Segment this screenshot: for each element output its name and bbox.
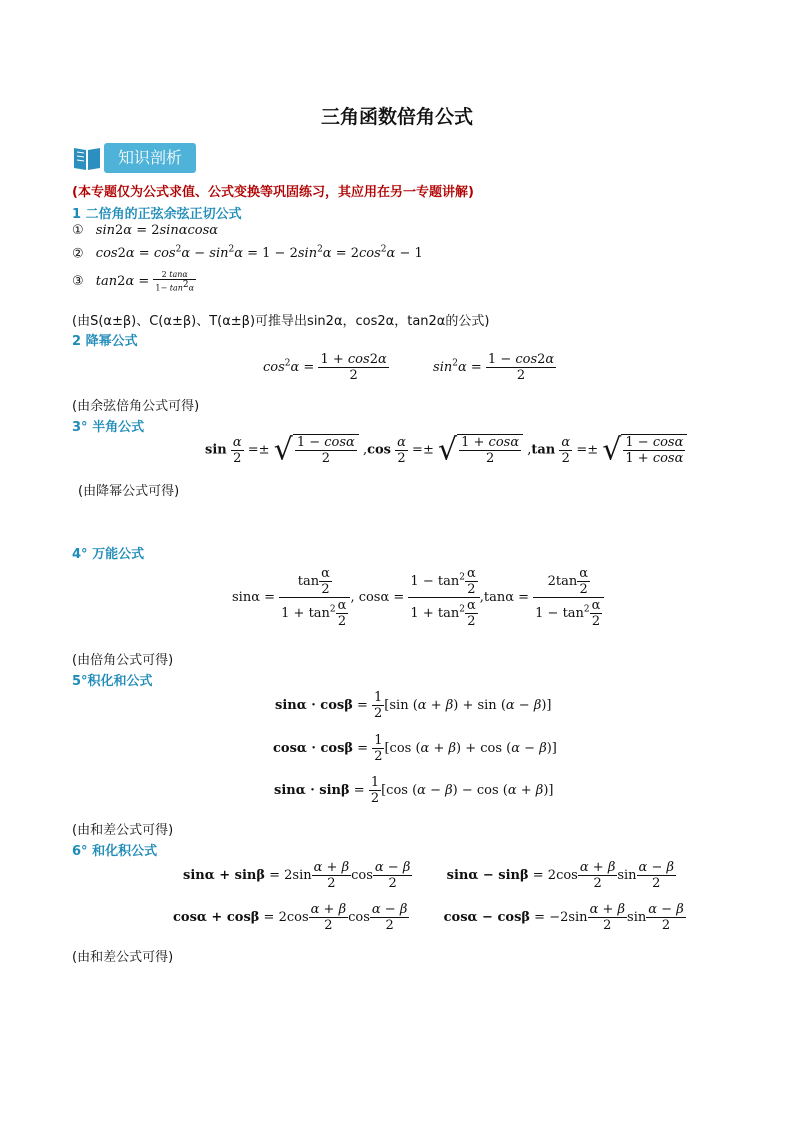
product-to-sum-1: sinα · cosβ = $\frac{1}{2}$ [sin (α + β) + sin (α − β)]: [275, 690, 552, 721]
formula-2: ② $\cos 2\alpha = \cos^2\alpha - \sin^2\alpha = 1 - 2\sin^2\alpha = 2\cos^2\alpha - 1$: [72, 245, 423, 262]
marker-1: ①: [72, 223, 84, 238]
section-6-heading: 6° 和化积公式: [72, 844, 158, 859]
marker-3: ③: [72, 273, 84, 289]
section-3-source: (由降幂公式可得): [78, 484, 180, 499]
section-2-heading: 2 降幂公式: [72, 334, 138, 349]
sum-to-product-row-1: sinα + sinβ = 2sin $\frac{\alpha + \beta}{2}$ cos $\frac{\alpha - \beta}{2}$ sinα − sinβ = 2cos $\frac{\alpha + \beta}{2}$ sin $\frac{\alpha - \beta}{2}$: [183, 860, 674, 891]
product-to-sum-3: sinα · sinβ = $\frac{1}{2}$ [cos (α − β) − cos (α + β)]: [274, 775, 554, 806]
section-1-source: (由S(α±β)、C(α±β)、T(α±β)可推导出sin2α，cos2α，tan2α的公式): [72, 314, 490, 329]
intro-note: (本专题仅为公式求值、公式变换等巩固练习，其应用在另一专题讲解): [72, 185, 474, 200]
badge-label: 知识剖析: [104, 143, 196, 173]
section-2-source: (由余弦倍角公式可得): [72, 399, 200, 414]
open-book-icon: [72, 144, 102, 172]
section-6-source: (由和差公式可得): [72, 950, 174, 965]
section-4-source: (由倍角公式可得): [72, 653, 174, 668]
section-1-heading: 1 二倍角的正弦余弦正切公式: [72, 207, 242, 222]
section-4-heading: 4° 万能公式: [72, 547, 145, 562]
section-3-heading: 3° 半角公式: [72, 420, 145, 435]
sum-to-product-row-2: cosα + cosβ = 2cos $\frac{\alpha + \beta}{2}$ cos $\frac{\alpha - \beta}{2}$ cosα − cosβ = −2sin $\frac{\alpha + \beta}{2}$ sin $\frac{\alpha - \beta}{2}$: [173, 902, 684, 933]
formula-3: ③ tan2α = $\frac{2 \tan\alpha}{1- \tan^2\alpha}$: [72, 270, 195, 293]
product-to-sum-2: cosα · cosβ = $\frac{1}{2}$ [cos (α + β) + cos (α − β)]: [273, 733, 557, 764]
universal-formulas: sinα = tan $\frac{\alpha}{2}$ $1 + \tan^2$ $\frac{\alpha}{2}$ , cosα = $1 - \tan^2$ $\frac{\alpha}{2}$ $1 + \tan^2$ $\frac{\alpha}{2}$ ,tanα = 2tan $\frac{\alpha}{2}$ $1 - \tan^2$ $\frac{\alpha}{2}$: [232, 566, 604, 629]
page-title: 三角函数倍角公式: [320, 106, 473, 128]
half-angle-formulas: sin $\frac{\alpha}{2}$ =± √ $\frac{1 - \cos\alpha}{2}$ ,cos $\frac{\alpha}{2}$ =± √ $\frac{1 + \cos\alpha}{2}$ ,tan $\frac{\alpha}{2}$ =± √ $\frac{1 - \cos\alpha}{1 + \cos\alpha}$: [205, 434, 687, 466]
power-reduction-formulas: $\cos^2\alpha$ = $\frac{1 + \cos 2\alpha}{2}$ $\sin^2\alpha$ = $\frac{1 - \cos 2\alpha}{2}$: [263, 352, 555, 383]
section-badge: [72, 143, 196, 173]
section-5-heading: 5°积化和公式: [72, 674, 153, 689]
section-5-source: (由和差公式可得): [72, 823, 174, 838]
marker-2: ②: [72, 246, 84, 262]
formula-1: ① sin2α = 2sinαcosα: [72, 223, 219, 238]
